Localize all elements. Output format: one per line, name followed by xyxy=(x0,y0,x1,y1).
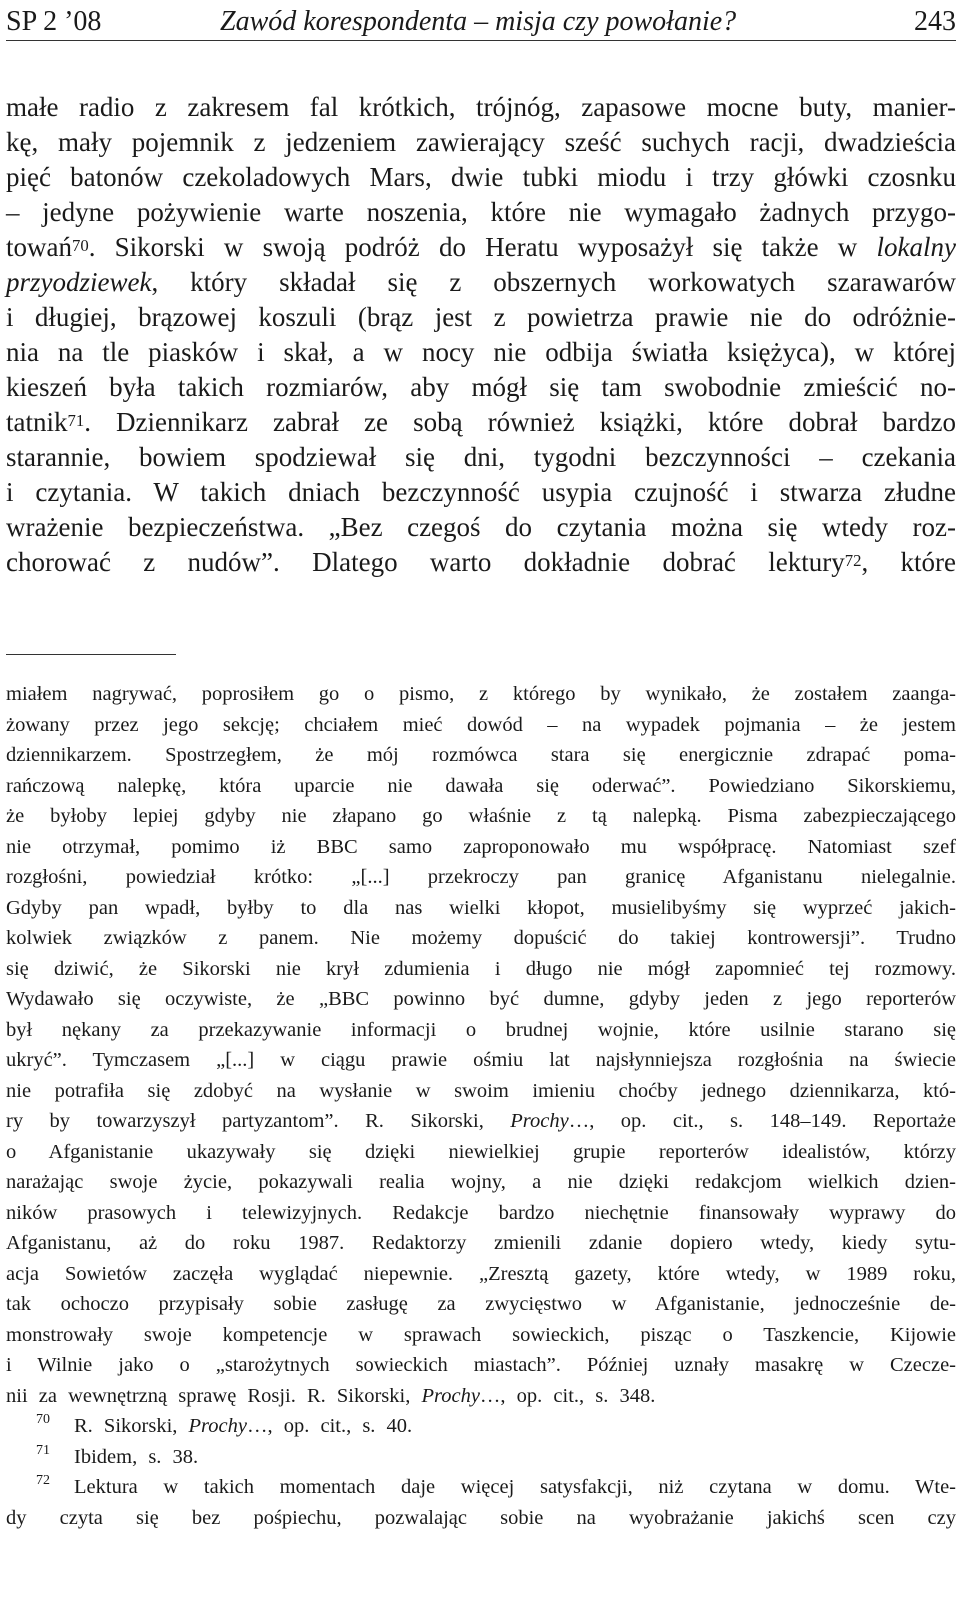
text-line: małe radio z zakresem fal krótkich, trójnóg, zapasowe mocne buty, manier- xyxy=(6,92,956,122)
footnote-line: kolwiek związków z panem. Nie możemy dopuścić do takiej kontrowersji”. Trudno xyxy=(6,927,956,949)
footnote-text: Lektura w takich momentach daje więcej satysfakcji, niż czytana w domu. Wte- xyxy=(74,1476,956,1498)
text-line: wrażenie bezpieczeństwa. „Bez czegoś do czytania można się wtedy roz- xyxy=(6,512,956,542)
text-span: …, op. cit., s. 40. xyxy=(246,1415,413,1437)
text-line: pięć batonów czekoladowych Mars, dwie tubki miodu i trzy główki czosnku xyxy=(6,162,956,192)
footnote-line: monstrowały swoje kompetencje w sprawach sowieckich, pisząc o Taszkencie, Kijowie xyxy=(6,1323,956,1346)
footnote-line: miałem nagrywać, poprosiłem go o pismo, z którego by wynikało, że zostałem zaanga- xyxy=(6,683,956,705)
footnote-number: 70 xyxy=(36,1412,50,1427)
text-line xyxy=(6,545,956,580)
footnote-ref: 72 xyxy=(844,551,862,570)
text-line xyxy=(6,230,956,265)
footnote-line: o Afganistanie ukazywały się dzięki niewielkiej grupie reporterów idealistów, którzy xyxy=(6,1140,956,1163)
text-line xyxy=(6,405,956,440)
italic-text: Prochy xyxy=(188,1415,247,1437)
footnote-line: nie potrafiła się zdobyć na wysłanie w swoim imieniu choćby jednego dziennikarza, któ- xyxy=(6,1079,956,1102)
footnote-number: 72 xyxy=(36,1473,50,1488)
text-line: nia na tle piasków i skał, a w nocy nie odbija światła księżyca), w której xyxy=(6,337,956,367)
article-title: Zawód korespondenta – misja czy powołanie? xyxy=(220,6,737,37)
text-span: tatnik xyxy=(6,407,68,437)
footnotes xyxy=(6,679,956,1533)
footnote-ref: 70 xyxy=(71,236,89,255)
footnote-line: nie otrzymał, pomimo iż BBC samo zaproponowało mu współpracę. Natomiast szef xyxy=(6,835,956,858)
footnote-line: i Wilnie jako o „starożytnych sowieckich miastach”. Później uznały masakrę w Czecze- xyxy=(6,1354,956,1376)
footnote-number: 71 xyxy=(36,1442,50,1458)
footnote-line: rozgłośni, powiedział krótko: „[...] przekroczy pan granicę Afganistanu nielegalnie. xyxy=(6,866,956,888)
text-span: , który składał się z obszernych workowatych szarawarów xyxy=(151,267,956,297)
footnote-line: się dziwić, że Sikorski nie krył zdumienia i długo nie mógł zapomnieć tej rozmowy. xyxy=(6,957,956,980)
text-line: starannie, bowiem spodziewał się dni, tygodni bezczynności – czekania xyxy=(6,442,956,472)
text-span: chorować z nudów”. Dlatego warto dokładnie dobrać lektury xyxy=(6,547,845,577)
text-span: …, op. cit., s. 148–149. Reportaże xyxy=(568,1110,956,1132)
text-line: i długiej, brązowej koszuli (brąz jest z powietrza prawie nie do odróżnie- xyxy=(6,302,956,332)
italic-text: przyodziewek xyxy=(6,267,152,297)
footnote-line xyxy=(6,1106,956,1137)
text-line: i czytania. W takich dniach bezczynność usypia czujność i stwarza złudne xyxy=(6,477,956,507)
page-number: 243 xyxy=(914,6,956,37)
text-line: kę, mały pojemnik z jedzeniem zawierający sześć suchych racji, dwadzieścia xyxy=(6,127,956,157)
text-span: nii za wewnętrzną sprawę Rosji. R. Sikorski, xyxy=(6,1384,422,1407)
journal-issue: SP 2 ’08 xyxy=(6,6,102,37)
footnote-line: ników prasowych i telewizyjnych. Redakcje bardzo niechętnie finansowały wyprawy do xyxy=(6,1201,956,1224)
text-span: …, op. cit., s. 348. xyxy=(479,1384,656,1407)
footnote-70 xyxy=(6,1411,956,1442)
italic-text: lokalny xyxy=(876,232,956,262)
text-line: kieszeń była takich rozmiarów, aby mógł się tam swobodnie zmieścić no- xyxy=(6,372,956,402)
footnote-ref: 71 xyxy=(67,411,85,430)
footnote-71 xyxy=(6,1442,956,1473)
running-header xyxy=(6,4,956,41)
footnote-line: Wydawało się oczywiste, że „BBC powinno być dumne, gdyby jeden z jego reporterów xyxy=(6,988,956,1010)
text-span: towań xyxy=(6,232,72,262)
footnote-line xyxy=(6,1381,956,1412)
footnote-line: dziennikarzem. Spostrzegłem, że mój rozmówca stara się energicznie zdrapać poma- xyxy=(6,744,956,766)
text-span: , które xyxy=(861,547,956,577)
footnote-line: ukryć”. Tymczasem „[...] w ciągu prawie ośmiu lat najsłynniejsza rozgłośnia na świecie xyxy=(6,1049,956,1071)
footnote-line: dy czyta się bez pośpiechu, pozwalając sobie na wyobrażanie jakichś scen czy xyxy=(6,1506,956,1529)
footnote-line: tak ochoczo przypisały sobie zasługę za zwycięstwo w Afganistanie, jednocześnie de- xyxy=(6,1293,956,1315)
main-text xyxy=(6,90,956,580)
text-span: ry by towarzyszył partyzantom”. R. Sikorski, xyxy=(6,1110,511,1132)
footnote-line: acja Sowietów zaczęła wyglądać niepewnie. „Zresztą gazety, które wtedy, w 1989 roku, xyxy=(6,1262,956,1285)
italic-text: Prochy xyxy=(421,1384,480,1407)
footnote-line: Afganistanu, aż do roku 1987. Redaktorzy zmienili zdanie dopiero wtedy, kiedy sytu- xyxy=(6,1232,956,1254)
footnote-line: Gdyby pan wpadł, byłby to dla nas wielki kłopot, musielibyśmy się wyprzeć jakich- xyxy=(6,896,956,919)
text-line: – jedyne pożywienie warte noszenia, które nie wymagało żadnych przygo- xyxy=(6,197,956,227)
footnote-line: żowany przez jego sekcję; chciałem mieć dowód – na wypadek pojmania – że jestem xyxy=(6,713,956,736)
footnote-text xyxy=(74,1411,956,1442)
footnote-line: że byłoby lepiej gdyby nie złapano go właśnie z tą nalepką. Pisma zabezpieczającego xyxy=(6,805,956,827)
footnote-separator xyxy=(6,654,176,655)
footnote-line: był nękany za przekazywanie informacji o brudnej wojnie, które usilnie starano się xyxy=(6,1018,956,1041)
footnote-line: rańczową nalepkę, która uparcie nie dawała się oderwać”. Powiedziano Sikorskiemu, xyxy=(6,774,956,797)
text-span: . Dziennikarz zabrał ze sobą również książki, które dobrał bardzo xyxy=(84,407,956,437)
text-span: . Sikorski w swoją podróż do Heratu wyposażył się także w xyxy=(88,232,877,262)
footnote-72 xyxy=(6,1472,956,1503)
text-line xyxy=(6,265,956,300)
footnote-line: narażając swoje życie, pokazywali realia wojny, a nie dzięki redakcjom wielkich dzien- xyxy=(6,1171,956,1193)
footnote-text: Ibidem, s. 38. xyxy=(74,1445,199,1468)
text-span: R. Sikorski, xyxy=(74,1415,189,1437)
italic-text: Prochy xyxy=(510,1110,569,1132)
